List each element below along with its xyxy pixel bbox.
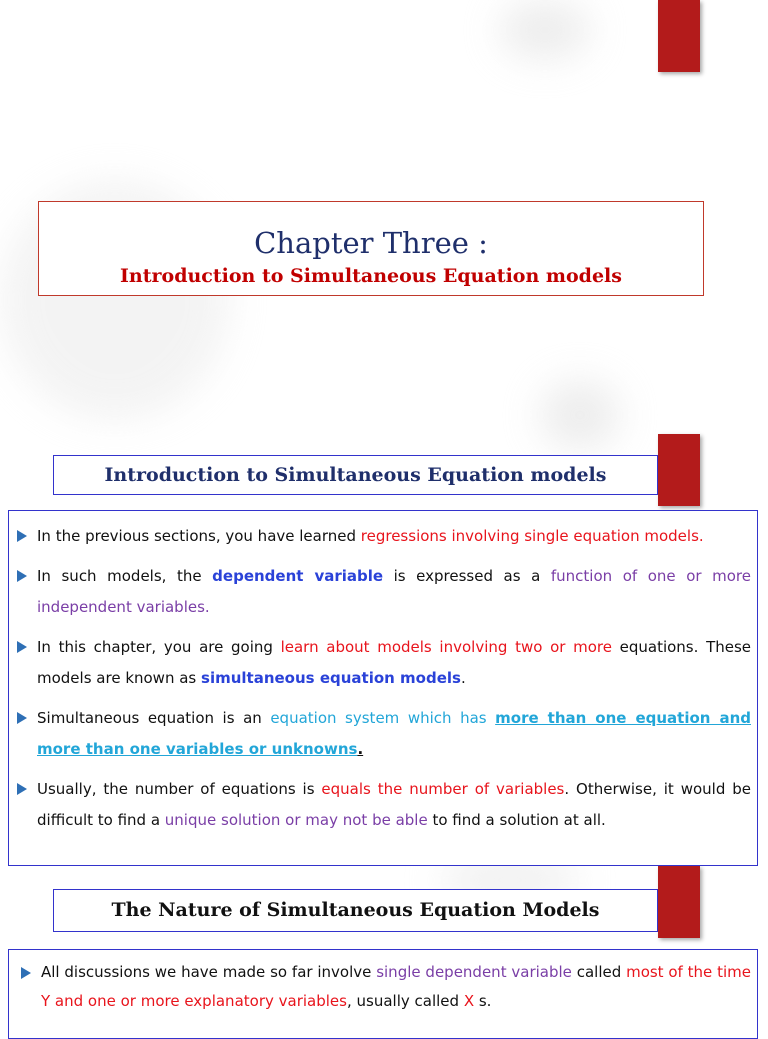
chapter-title: Chapter Three : xyxy=(254,226,488,260)
list-item xyxy=(19,958,751,1016)
arrow-bullet-icon xyxy=(17,783,27,795)
text: Simultaneous equation is an xyxy=(37,709,271,727)
chapter-title-box xyxy=(38,201,704,296)
arrow-bullet-icon xyxy=(17,570,27,582)
highlight-text: learn about models involving two or more xyxy=(280,638,612,656)
text: equations. These models are known as xyxy=(37,638,752,687)
highlight-text: function of one or more independent variables. xyxy=(37,567,751,616)
text: In such models, the xyxy=(37,567,213,585)
text: to find a solution at all. xyxy=(427,811,606,829)
highlight-text: equation system which has xyxy=(270,709,496,727)
arrow-bullet-icon xyxy=(17,641,27,653)
text: . xyxy=(460,669,466,687)
arrow-bullet-icon xyxy=(17,530,27,542)
highlight-text: unique solution or may not be able xyxy=(164,811,428,829)
text: is expressed as a xyxy=(383,567,551,585)
highlight-text: regressions involving single equation models. xyxy=(360,527,704,545)
highlight-text: equals the number of variables xyxy=(321,780,565,798)
text: . Otherwise, it would be difficult to find a xyxy=(37,780,751,829)
text: All discussions we have made so far involve xyxy=(41,963,377,981)
highlight-text: more than one equation and more than one variables or unknowns xyxy=(37,709,751,758)
highlight-text: dependent variable xyxy=(212,567,384,585)
list-item xyxy=(15,521,751,552)
text: s. xyxy=(474,992,492,1010)
list-item xyxy=(15,774,751,836)
text: In the previous sections, you have learned xyxy=(37,527,361,545)
text: , usually called xyxy=(346,992,464,1010)
list-item xyxy=(15,561,751,623)
list-item xyxy=(15,703,751,765)
list-item xyxy=(15,632,751,694)
text: In this chapter, you are going xyxy=(37,638,281,656)
section-heading-introduction: Introduction to Simultaneous Equation models xyxy=(53,455,658,495)
section-nature-content xyxy=(8,949,758,1039)
background-blob xyxy=(500,0,590,60)
arrow-bullet-icon xyxy=(17,712,27,724)
highlight-text: most of the time Y and one or more explanatory variables xyxy=(41,963,751,1010)
highlight-text: single dependent variable xyxy=(376,963,572,981)
arrow-bullet-icon xyxy=(21,967,31,979)
decor-red-bar xyxy=(658,866,700,938)
bullet-list xyxy=(19,958,751,1016)
decor-red-bar xyxy=(658,0,700,72)
text: Usually, the number of equations is xyxy=(37,780,322,798)
section-heading-nature: The Nature of Simultaneous Equation Models xyxy=(53,889,658,932)
chapter-subtitle: Introduction to Simultaneous Equation models xyxy=(120,265,622,287)
decor-red-bar xyxy=(658,434,700,506)
highlight-text: X xyxy=(463,992,475,1010)
text: . xyxy=(357,740,364,758)
bullet-list xyxy=(15,521,751,836)
text: called xyxy=(571,963,627,981)
section-introduction-content xyxy=(8,510,758,866)
highlight-text: simultaneous equation models xyxy=(201,669,461,687)
background-blob xyxy=(540,380,620,450)
